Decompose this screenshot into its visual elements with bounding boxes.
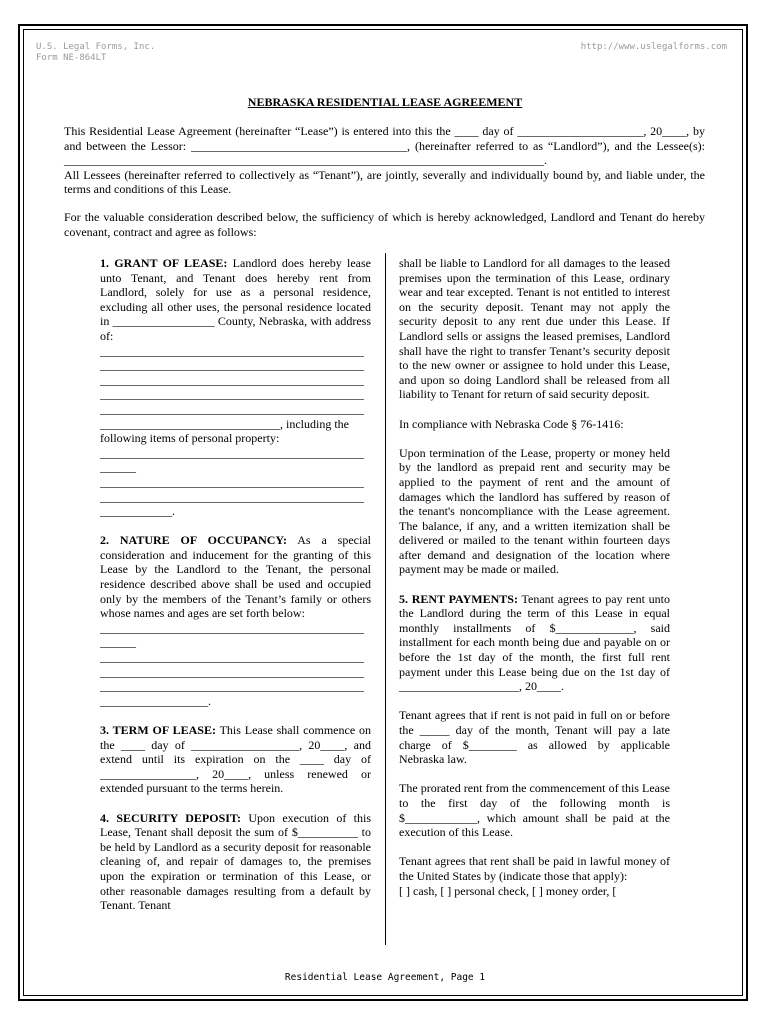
occupancy-text: As a special consideration and inducement for the granting of this Lease by the Landlord to the Tenant, the personal residence described above shall be used and occupied only by the members of the Tenant’s family or others whose names and ages are set forth below: — [100, 533, 371, 621]
late-charge-paragraph: Tenant agrees that if rent is not paid in full on or before the _____ day of the month, Tenant will pay a late charge of $________ as allowed by applicable Nebraska law. — [399, 708, 670, 767]
header-left — [36, 42, 155, 64]
compliance-note: In compliance with Nebraska Code § 76-1416: — [399, 416, 624, 431]
form-id: Form NE-864LT — [36, 53, 107, 63]
address-line: ____________________________________________ — [100, 358, 364, 373]
deposit-heading: 4. SECURITY DEPOSIT: — [100, 810, 242, 825]
prorated-rent-paragraph: The prorated rent from the commencement of this Lease to the first day of the following month is $____________, which amount shall be paid at the execution of this Lease. — [399, 781, 670, 840]
document-title: NEBRASKA RESIDENTIAL LEASE AGREEMENT — [247, 95, 523, 109]
right-column — [399, 256, 670, 898]
occupant-line: ____________________________________________ — [100, 620, 364, 635]
left-column — [100, 256, 371, 927]
section-security-deposit — [100, 811, 371, 913]
property-line: ____________________________________________ — [100, 445, 364, 460]
grant-text: Landlord does hereby lease unto Tenant, and Tenant does hereby rent from Landlord, solely for use as a personal residence, excluding all other uses, the personal residence located in _________________ County, Nebraska, with address of: — [100, 256, 371, 343]
occupant-line: ____________________________________________ — [100, 650, 364, 665]
grant-heading: 1. GRANT OF LEASE: — [100, 256, 228, 270]
occupancy-heading: 2. NATURE OF OCCUPANCY: — [100, 533, 287, 548]
lawful-money-paragraph: Tenant agrees that rent shall be paid in lawful money of the United States by (indicate those that apply): — [399, 854, 670, 883]
intro-section — [64, 124, 705, 197]
lessees-paragraph: All Lessees (hereinafter referred to collectively as “Tenant”), are jointly, severally and individually bound by, and liable under, the terms and conditions of this Lease. — [64, 167, 705, 197]
occupant-line: ____________________________________________ — [100, 664, 364, 679]
deposit-continued: shall be liable to Landlord for all damages to the leased premises upon the termination of this Lease, ordinary wear and tear excepted. Tenant is not entitled to interest on the security deposit. Tenant may not apply the security deposit to any rent due under this Lease. If Landlord sells or assigns the leased premises, Landlord shall have the right to transfer Tenant’s security deposit to the new owner or assignee to hold under this Lease, and upon so doing Landlord shall be released from all liability to Tenant for return of said security deposit. — [399, 256, 670, 402]
term-text: This Lease shall commence on the ____ day of __________________, 20____, and extend until its expiration on the ____ day of ________________, 20____, unless renewed or extended pursuant to the terms herein. — [100, 723, 372, 796]
property-line: ____________. — [100, 504, 175, 519]
section-nature-of-occupancy — [100, 533, 371, 621]
rent-heading: 5. RENT PAYMENTS: — [399, 591, 518, 606]
header-url[interactable]: http://www.uslegalforms.com — [580, 42, 727, 52]
deposit-text: Upon execution of this Lease, Tenant shall deposit the sum of $__________ to be held by Landlord as a security deposit for reasonable cleaning of, and repair of damages to, the premises upon the expiration or termination of this Lease, or other reasonable damages resulting from a default by Tenant. Tenant — [100, 810, 372, 913]
rent-text: Tenant agrees to pay rent unto the Landlord during the term of this Lease in equal monthly installments of $_____________, said installment for each month being due and payable on or before the 1st day of the month, the first full rent payment under this Lease being due on the 1st day of ____________________, 20____. — [399, 591, 671, 694]
personal-property-label: following items of personal property: — [100, 431, 280, 446]
property-line: ____________________________________________ — [100, 474, 364, 489]
property-line: ______ — [100, 460, 136, 475]
property-line: ____________________________________________ — [100, 489, 364, 504]
term-heading: 3. TERM OF LEASE: — [100, 723, 216, 737]
consideration-paragraph: For the valuable consideration described below, the sufficiency of which is hereby acknowledged, Landlord and Tenant do hereby covenant, contract and agree as follows: — [64, 210, 705, 239]
section-rent-payments — [399, 592, 670, 694]
occupant-line: __________________. — [100, 693, 211, 708]
termination-paragraph: Upon termination of the Lease, property or money held by the landlord as prepaid rent and security may be applied to the payment of rent and the amount of damages which the landlord has suffered by reason of the tenant's noncompliance with the Lease agreement. The balance, if any, and a written itemization shall be delivered or mailed to the tenant within fourteen days after demand and designation of the location where payment may be made or mailed. — [399, 445, 670, 577]
address-line: ____________________________________________ — [100, 343, 364, 358]
address-line: ____________________________________________ — [100, 401, 364, 416]
column-divider — [385, 253, 386, 945]
occupant-line: ______ — [100, 635, 136, 650]
address-line: ____________________________________________ — [100, 387, 364, 402]
intro-paragraph: This Residential Lease Agreement (hereinafter “Lease”) is entered into this the ____ day of _____________________, 20____, by and between the Lessor: ____________________________________, (hereinafter referred to as “Landlord”), and the Lessee(s): ________________________________________________________________________________. — [64, 124, 705, 168]
address-line: ____________________________________________ — [100, 372, 364, 387]
payment-methods: [ ] cash, [ ] personal check, [ ] money order, [ — [399, 883, 617, 898]
including-line: ______________________________, including the — [100, 416, 349, 431]
company-name: U.S. Legal Forms, Inc. — [36, 42, 156, 52]
occupant-line: ____________________________________________ — [100, 679, 364, 694]
section-grant-of-lease — [100, 256, 371, 344]
page-footer: Residential Lease Agreement, Page 1 — [284, 972, 486, 983]
section-term-of-lease — [100, 723, 371, 796]
